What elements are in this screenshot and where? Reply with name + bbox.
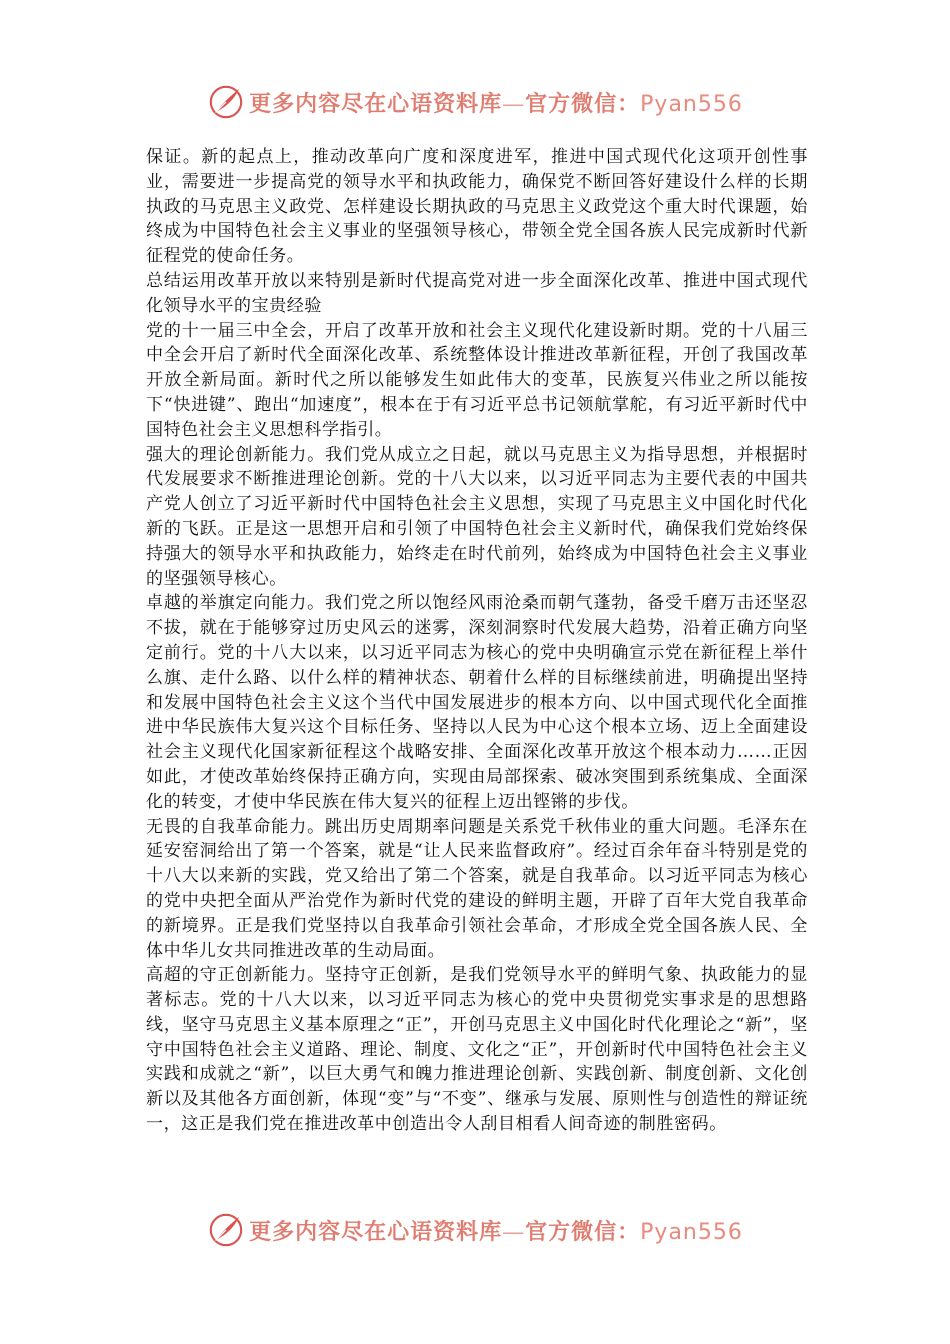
banner-official-label: 官方微信： [525, 90, 641, 117]
banner-official-label: 官方微信： [525, 1218, 641, 1245]
paragraph: 党的十一届三中全会，开启了改革开放和社会主义现代化建设新时期。党的十八届三中全会开启了新时代全面深化改革、系统整体设计推进改革新征程，开创了我国改革开放全新局面。新时代之所以能够发生如此伟大的变革，民族复兴伟业之所以能按下“快进键”、跑出“加速度”，根本在于有习近平总书记领航掌舵，有习近平新时代中国特色社会主义思想科学指引。 [146, 320, 808, 440]
banner-wechat-id: Pyan556 [640, 91, 743, 117]
banner-separator: — [502, 1219, 526, 1245]
paragraph: 卓越的举旗定向能力。我们党之所以饱经风雨沧桑而朝气蓬勃，备受千磨万击还坚忍不拔，就在于能够穿过历史风云的迷雾，深刻洞察时代发展大趋势，沿着正确方向坚定前行。党的十八大以来，以习近平同志为核心的党中央明确宣示党在新征程上举什么旗、走什么路、以什么样的精神状态、朝着什么样的目标继续前进，明确提出坚持和发展中国特色社会主义这个当代中国发展进步的根本方向、以中国式现代化全面推进中华民族伟大复兴这个目标任务、坚持以人民为中心这个根本立场、迈上全面建设社会主义现代化国家新征程这个战略安排、全面深化改革开放这个根本动力……正因如此，才使改革始终保持正确方向，实现由局部探索、破冰突围到系统集成、全面深化的转变，才使中华民族在伟大复兴的征程上迈出铿锵的步伐。 [146, 593, 808, 812]
paragraph: 高超的守正创新能力。坚持守正创新，是我们党领导水平的鲜明气象、执政能力的显著标志。党的十八大以来，以习近平同志为核心的党中央贯彻党实事求是的思想路线，坚守马克思主义基本原理之“正”，开创马克思主义中国化时代化理论之“新”，坚守中国特色社会主义道路、理论、制度、文化之“正”，开创新时代中国特色社会主义实践和成就之“新”，以巨大勇气和魄力推进理论创新、实践创新、制度创新、文化创新以及其他各方面创新，体现“变”与“不变”、继承与发展、原则性与创造性的辩证统一，这正是我们党在推进改革中创造出令人刮目相看人间奇迹的制胜密码。 [146, 965, 808, 1135]
section-heading: 总结运用改革开放以来特别是新时代提高党对进一步全面深化改革、推进中国式现代化领导水平的宝贵经验 [146, 270, 808, 316]
document-body [146, 145, 808, 1137]
footer-banner [0, 1208, 950, 1252]
banner-text [249, 87, 743, 118]
paragraph: 强大的理论创新能力。我们党从成立之日起，就以马克思主义为指导思想，并根据时代发展要求不断推进理论创新。党的十八大以来，以习近平同志为主要代表的中国共产党人创立了习近平新时代中国特色社会主义思想，实现了马克思主义中国化时代化新的飞跃。正是这一思想开启和引领了中国特色社会主义新时代，确保我们党始终保持强大的领导水平和执政能力，始终走在时代前列，始终成为中国特色社会主义事业的坚强领导核心。 [146, 444, 808, 589]
banner-text [249, 1215, 743, 1246]
banner-separator: — [502, 91, 526, 117]
paragraph: 保证。新的起点上，推动改革向广度和深度进军，推进中国式现代化这项开创性事业，需要进一步提高党的领导水平和执政能力，确保党不断回答好建设什么样的长期执政的马克思主义政党、怎样建设长期执政的马克思主义政党这个重大时代课题，始终成为中国特色社会主义事业的坚强领导核心，带领全党全国各族人民完成新时代新征程党的使命任务。 [146, 147, 808, 267]
banner-wechat-id: Pyan556 [640, 1219, 743, 1245]
banner-main-text: 更多内容尽在心语资料库 [249, 90, 503, 117]
header-banner [0, 80, 950, 124]
banner-main-text: 更多内容尽在心语资料库 [249, 1218, 503, 1245]
feather-pen-logo-icon [207, 83, 245, 121]
feather-pen-logo-icon [207, 1211, 245, 1249]
paragraph: 无畏的自我革命能力。跳出历史周期率问题是关系党千秋伟业的重大问题。毛泽东在延安窑洞给出了第一个答案，就是“让人民来监督政府”。经过百余年奋斗特别是党的十八大以来新的实践，党又给出了第二个答案，就是自我革命。以习近平同志为核心的党中央把全面从严治党作为新时代党的建设的鲜明主题，开辟了百年大党自我革命的新境界。正是我们党坚持以自我革命引领社会革命，才形成全党全国各族人民、全体中华儿女共同推进改革的生动局面。 [146, 816, 808, 961]
